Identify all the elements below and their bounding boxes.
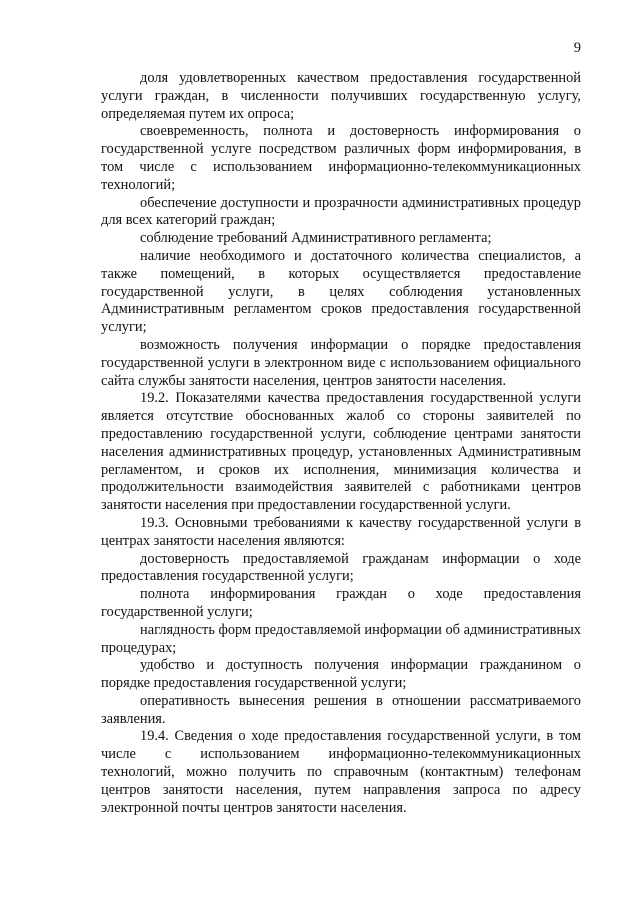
paragraph: возможность получения информации о порядке предоставления государственной услуги в электронном виде с использованием официального сайта службы занятости населения, центров занятости населения. [101, 336, 581, 389]
paragraph: наглядность форм предоставляемой информации об административных процедурах; [101, 621, 581, 656]
paragraph: доля удовлетворенных качеством предоставления государственной услуги граждан, в численности получивших государственную услугу, определяемая путем их опроса; [101, 70, 581, 122]
paragraph: обеспечение доступности и прозрачности административных процедур для всех категорий граждан; [101, 194, 581, 229]
document-body [101, 70, 581, 817]
paragraph: оперативность вынесения решения в отношении рассматриваемого заявления. [101, 692, 581, 727]
paragraph: 19.2. Показателями качества предоставления государственной услуги является отсутствие обоснованных жалоб со стороны заявителей по предоставлению государственной услуги, соблюдение центрами занятости населения административных процедур, установленных Административным регламентом, и сроков их исполнения, минимизация количества и продолжительности взаимодействия заявителей с работниками центров занятости населения при предоставлении государственной услуги. [101, 390, 581, 514]
paragraph: удобство и доступность получения информации гражданином о порядке предоставления государственной услуги; [101, 657, 581, 692]
paragraph: 19.4. Сведения о ходе предоставления государственной услуги, в том числе с использованием информационно-телекоммуникационных технологий, можно получить по справочным (контактным) телефонам центров занятости населения, путем направления запроса по адресу электронной почты центров занятости населения. [101, 728, 581, 816]
paragraph: 19.3. Основными требованиями к качеству государственной услуги в центрах занятости населения являются: [101, 514, 581, 549]
page-number: 9 [573, 40, 581, 56]
paragraph: соблюдение требований Административного регламента; [140, 230, 492, 247]
paragraph: достоверность предоставляемой гражданам информации о ходе предоставления государственной услуги; [101, 550, 581, 585]
paragraph: своевременность, полнота и достоверность информирования о государственной услуге посредством различных форм информирования, в том числе с использованием информационно-телекоммуникационных технологий; [101, 123, 581, 193]
paragraph: наличие необходимого и достаточного количества специалистов, а также помещений, в которых осуществляется предоставление государственной услуги, в целях соблюдения установленных Административным регламентом сроков предоставления государственной услуги; [101, 247, 581, 336]
paragraph: полнота информирования граждан о ходе предоставления государственной услуги; [101, 586, 581, 620]
